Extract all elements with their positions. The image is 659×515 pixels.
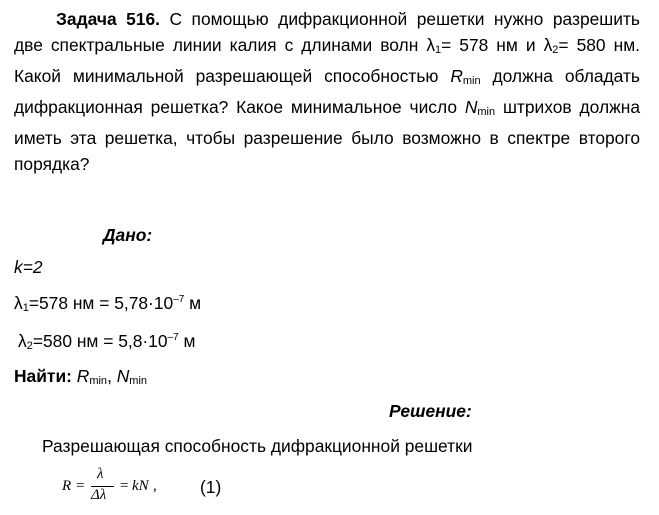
problem-number: Задача 516.	[56, 9, 160, 29]
n-min-sub: min	[477, 106, 496, 118]
formula-equals-1: =	[76, 478, 85, 494]
lambda1-unit: м	[184, 293, 202, 313]
lambda-sub-2: 2	[552, 44, 559, 56]
given-lambda-1	[14, 293, 201, 314]
lambda2-exponent: –7	[167, 332, 179, 343]
formula-comma: ,	[153, 478, 157, 494]
lambda2-value: =580 нм = 5,8·10	[32, 331, 168, 351]
find-line	[14, 366, 147, 387]
find-n: N	[116, 366, 130, 386]
solution-heading: Решение:	[389, 401, 472, 421]
lambda-symbol: λ	[426, 35, 436, 55]
r-min-sub: min	[462, 75, 481, 87]
r-symbol: R	[450, 66, 463, 86]
find-label: Найти:	[14, 366, 72, 386]
lambda2-unit: м	[178, 331, 196, 351]
problem-text-5: штрихов должна иметь эта решетка, чтобы разрешение было возможно в спектре второго порядка?	[14, 97, 640, 174]
formula-numerator: λ	[97, 466, 104, 482]
equation-number: (1)	[200, 477, 222, 497]
resolving-power-formula	[60, 466, 260, 506]
formula-r: R	[62, 478, 72, 494]
lambda2-sub: 2	[26, 340, 33, 352]
lambda1-value: =578 нм = 5,78·10	[28, 293, 174, 313]
lambda2-label: λ	[18, 331, 27, 351]
formula-kn: kN	[132, 478, 149, 494]
find-n-sub: min	[129, 375, 148, 387]
lambda1-label: λ	[14, 293, 23, 313]
find-r: R	[76, 366, 90, 386]
formula-denominator: Δλ	[91, 487, 107, 503]
find-sep: ,	[107, 366, 117, 386]
problem-text-3: = 580 нм. Какой минимальной разрешающей способностью	[14, 35, 640, 86]
solution-intro: Разрешающая способность дифракционной решетки	[42, 436, 473, 456]
find-r-sub: min	[89, 375, 108, 387]
formula-equals-2: =	[120, 478, 129, 494]
n-symbol: N	[464, 97, 478, 117]
lambda-symbol-2: λ	[543, 35, 553, 55]
problem-text-4: должна обладать дифракционная решетка? Какое минимальное число	[14, 66, 640, 117]
given-k: k=2	[14, 257, 43, 277]
problem-text-2: = 578 нм и	[441, 35, 544, 55]
given-lambda-2	[18, 331, 195, 352]
lambda-sub-1: 1	[435, 44, 442, 56]
problem-statement	[14, 6, 640, 177]
problem-text-1: С помощью дифракционной решетки нужно разрешить две спектральные линии калия с длинами волн	[14, 9, 640, 55]
given-heading: Дано:	[103, 225, 153, 245]
lambda1-sub: 1	[22, 302, 29, 314]
lambda1-exponent: –7	[173, 294, 185, 305]
